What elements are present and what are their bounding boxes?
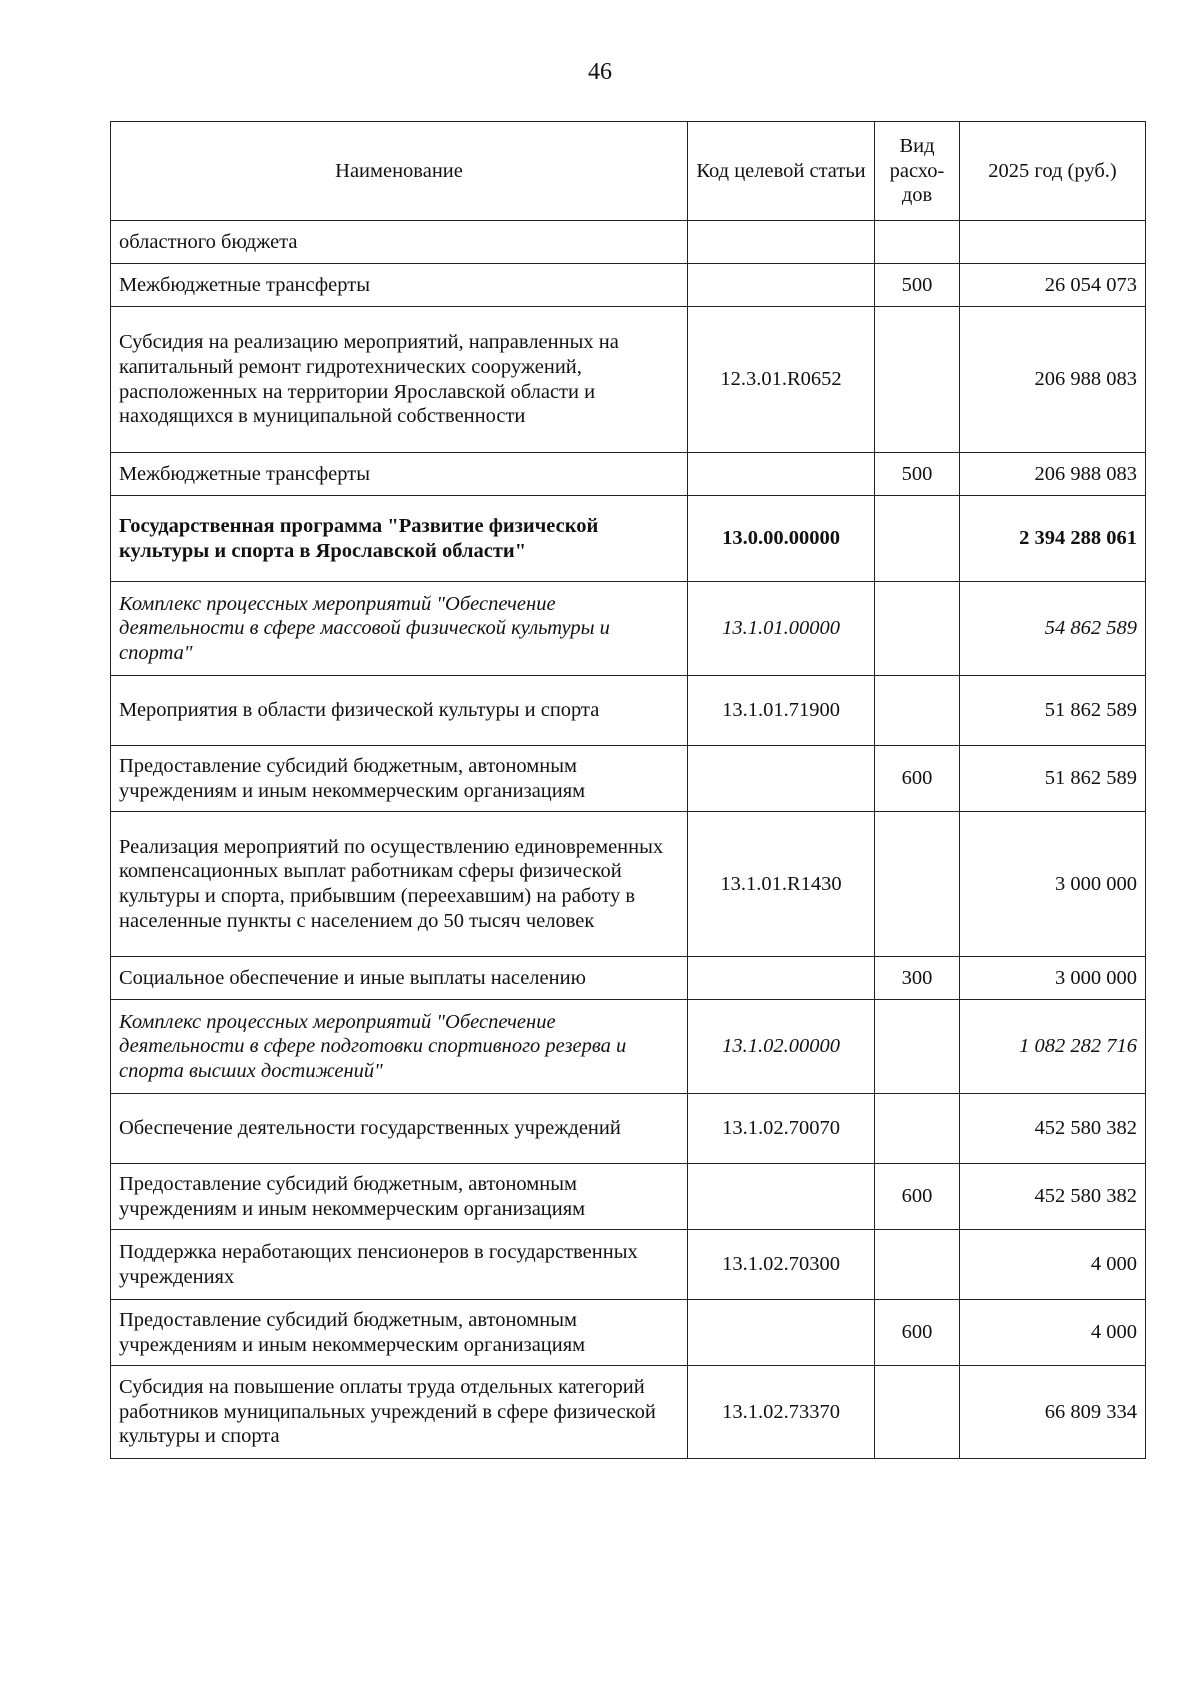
budget-table	[110, 121, 1146, 1459]
row-code-cell: 12.3.01.R0652	[688, 307, 875, 453]
table-row	[111, 221, 1146, 264]
table-row	[111, 264, 1146, 307]
table-row	[111, 582, 1146, 676]
table-row	[111, 1366, 1146, 1459]
row-sum-cell: 452 580 382	[960, 1094, 1146, 1164]
row-code-cell: 13.1.02.70070	[688, 1094, 875, 1164]
table-header	[111, 122, 1146, 221]
row-type-cell: 600	[875, 1164, 960, 1230]
row-name-cell: Межбюджетные трансферты	[111, 453, 688, 496]
row-sum-cell	[960, 221, 1146, 264]
row-type-cell	[875, 812, 960, 957]
row-sum-cell: 66 809 334	[960, 1366, 1146, 1459]
table-row	[111, 812, 1146, 957]
row-type-cell	[875, 1094, 960, 1164]
row-type-cell	[875, 1000, 960, 1094]
header-row	[111, 122, 1146, 221]
row-sum-cell: 206 988 083	[960, 453, 1146, 496]
row-type-cell: 300	[875, 957, 960, 1000]
table-row	[111, 307, 1146, 453]
header-sum: 2025 год (руб.)	[960, 122, 1146, 221]
table-row	[111, 1094, 1146, 1164]
table-row	[111, 1300, 1146, 1366]
table-row	[111, 1230, 1146, 1300]
row-name-cell: Субсидия на реализацию мероприятий, направленных на капитальный ремонт гидротехнических сооружений, расположенных на территории Ярославской области и находящихся в муниципальной собственности	[111, 307, 688, 453]
row-code-cell	[688, 746, 875, 812]
row-name-cell: Предоставление субсидий бюджетным, автономным учреждениям и иным некоммерческим организациям	[111, 1164, 688, 1230]
row-sum-cell: 51 862 589	[960, 676, 1146, 746]
row-code-cell: 13.0.00.00000	[688, 496, 875, 582]
row-code-cell: 13.1.02.73370	[688, 1366, 875, 1459]
table-row	[111, 496, 1146, 582]
table-body	[111, 221, 1146, 1459]
row-type-cell: 500	[875, 453, 960, 496]
table-row	[111, 1164, 1146, 1230]
row-type-cell	[875, 1230, 960, 1300]
row-code-cell: 13.1.01.00000	[688, 582, 875, 676]
row-type-cell	[875, 676, 960, 746]
row-code-cell	[688, 453, 875, 496]
row-type-cell	[875, 221, 960, 264]
row-code-cell: 13.1.02.70300	[688, 1230, 875, 1300]
row-sum-cell: 54 862 589	[960, 582, 1146, 676]
row-name-cell: Обеспечение деятельности государственных учреждений	[111, 1094, 688, 1164]
row-sum-cell: 2 394 288 061	[960, 496, 1146, 582]
row-name-cell: Мероприятия в области физической культуры и спорта	[111, 676, 688, 746]
row-type-cell	[875, 1366, 960, 1459]
row-sum-cell: 206 988 083	[960, 307, 1146, 453]
row-code-cell: 13.1.01.71900	[688, 676, 875, 746]
row-code-cell	[688, 1164, 875, 1230]
row-code-cell	[688, 264, 875, 307]
row-sum-cell: 4 000	[960, 1300, 1146, 1366]
row-sum-cell: 1 082 282 716	[960, 1000, 1146, 1094]
header-type: Вид расхо-дов	[875, 122, 960, 221]
row-type-cell	[875, 496, 960, 582]
row-name-cell: Государственная программа "Развитие физической культуры и спорта в Ярославской области"	[111, 496, 688, 582]
row-name-cell: Поддержка неработающих пенсионеров в государственных учреждениях	[111, 1230, 688, 1300]
row-code-cell: 13.1.02.00000	[688, 1000, 875, 1094]
row-name-cell: Реализация мероприятий по осуществлению единовременных компенсационных выплат работникам сферы физической культуры и спорта, прибывшим (переехавшим) на работу в населенные пункты с населением до 50 тысяч человек	[111, 812, 688, 957]
row-code-cell	[688, 221, 875, 264]
row-sum-cell: 3 000 000	[960, 812, 1146, 957]
row-name-cell: областного бюджета	[111, 221, 688, 264]
row-type-cell	[875, 582, 960, 676]
row-sum-cell: 26 054 073	[960, 264, 1146, 307]
row-name-cell: Предоставление субсидий бюджетным, автономным учреждениям и иным некоммерческим организациям	[111, 746, 688, 812]
header-name: Наименование	[111, 122, 688, 221]
page-number: 46	[588, 59, 612, 85]
table-row	[111, 676, 1146, 746]
row-name-cell: Социальное обеспечение и иные выплаты населению	[111, 957, 688, 1000]
row-code-cell	[688, 957, 875, 1000]
row-sum-cell: 452 580 382	[960, 1164, 1146, 1230]
row-code-cell	[688, 1300, 875, 1366]
row-name-cell: Субсидия на повышение оплаты труда отдельных категорий работников муниципальных учреждений в сфере физической культуры и спорта	[111, 1366, 688, 1459]
row-code-cell: 13.1.01.R1430	[688, 812, 875, 957]
row-name-cell: Комплекс процессных мероприятий "Обеспечение деятельности в сфере массовой физической культуры и спорта"	[111, 582, 688, 676]
header-code: Код целевой статьи	[688, 122, 875, 221]
table-row	[111, 746, 1146, 812]
table-row	[111, 957, 1146, 1000]
row-type-cell: 500	[875, 264, 960, 307]
row-type-cell	[875, 307, 960, 453]
row-type-cell: 600	[875, 746, 960, 812]
row-name-cell: Межбюджетные трансферты	[111, 264, 688, 307]
row-sum-cell: 3 000 000	[960, 957, 1146, 1000]
table-row	[111, 453, 1146, 496]
row-type-cell: 600	[875, 1300, 960, 1366]
row-sum-cell: 51 862 589	[960, 746, 1146, 812]
table-row	[111, 1000, 1146, 1094]
row-sum-cell: 4 000	[960, 1230, 1146, 1300]
row-name-cell: Комплекс процессных мероприятий "Обеспечение деятельности в сфере подготовки спортивного резерва и спорта высших достижений"	[111, 1000, 688, 1094]
row-name-cell: Предоставление субсидий бюджетным, автономным учреждениям и иным некоммерческим организациям	[111, 1300, 688, 1366]
